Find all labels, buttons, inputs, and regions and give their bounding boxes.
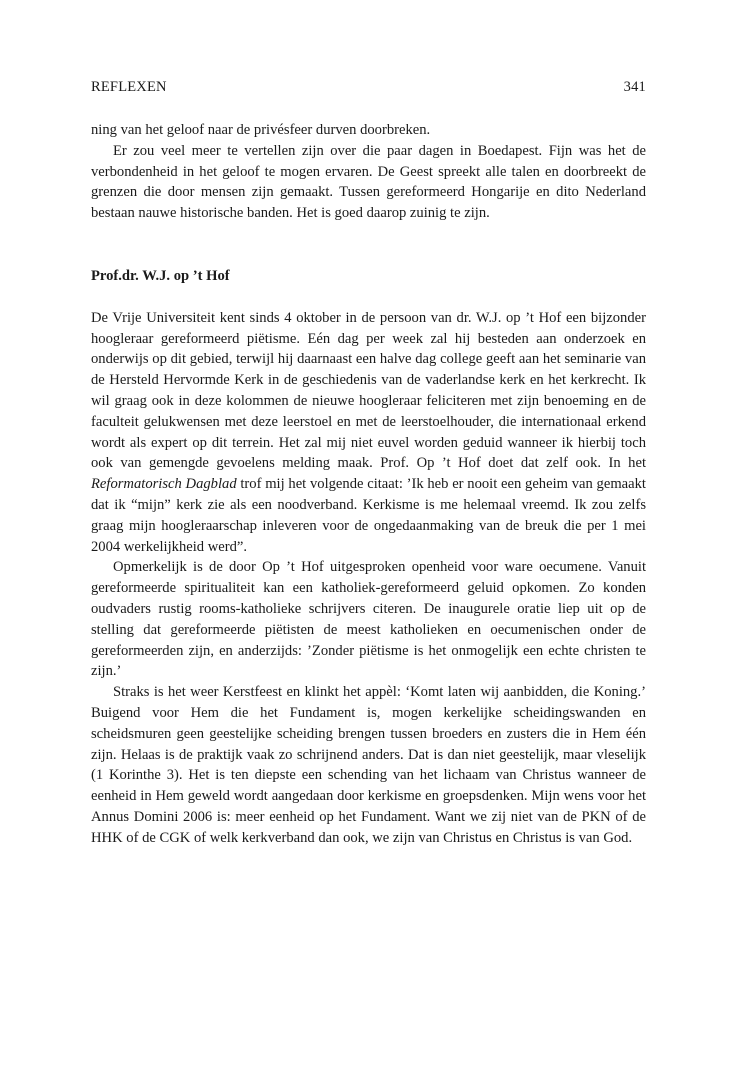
intro-paragraph-continued: ning van het geloof naar de privésfeer durven doorbreken. (91, 122, 431, 138)
section-body (91, 308, 646, 849)
running-title: REFLEXEN (91, 79, 167, 95)
page-number: 341 (623, 79, 646, 95)
section-paragraph-1 (91, 308, 646, 558)
section-paragraph-2: Opmerkelijk is de door Op ’t Hof uitgesproken openheid voor ware oecumene. Vanuit gereformeerde spiritualiteit kan een katholiek-gereformeerd geluid opkomen. Zo konden oudvaders rustig rooms-katholieke schrijvers citeren. De inaugurele oratie liep uit op de stelling dat gereformeerde piëtisten de meest katholieken en oecumenischen onder de gereformeerden zijn, en anderzijds: ’Zonder piëtisme is het onmogelijk een echte christen te zijn.’ (91, 559, 646, 680)
body-text (91, 120, 646, 849)
section-paragraph-1-part-a: De Vrije Universiteit kent sinds 4 oktober in de persoon van dr. W.J. op ’t Hof een bijzonder hoogleraar gereformeerd piëtisme. Eén dag per week zal hij besteden aan onderzoek en onderwijs op dit gebied, terwijl hij daarnaast een halve dag college geeft aan het seminarie van de Hersteld Hervormde Kerk in de geschiedenis van de vaderlandse kerk en het kerkrecht. Ik wil graag ook in deze kolommen de nieuwe hoogleraar feliciteren met zijn benoeming en de faculteit gelukwensen met deze leerstoel en met de leerstoelhouder, die internationaal erkend wordt als expert op dit terrein. Het zal mij niet euvel worden geduid wanneer ik hierbij toch ook van gemengde gevoelens melding maak. Prof. Op ’t Hof doet dat zelf ook. In het (91, 309, 646, 472)
section-paragraph-3: Straks is het weer Kerstfeest en klinkt het appèl: ‘Komt laten wij aanbidden, die Koning.’ Buigend voor Hem die het Fundament is, mogen kerkelijke scheidingswanden en scheidsmuren geen geestelijke scheiding brengen tussen broeders en zusters die in Hem één zijn. Helaas is de praktijk vaak zo schrijnend anders. Dat is dan niet geestelijk, maar vleselijk (1 Korinthe 3). Het is ten diepste een schending van het lichaam van Christus wanneer de eenheid in Hem geweld wordt aangedaan door kerkisme en groepsdenken. Mijn wens voor het Annus Domini 2006 is: meer eenheid op het Fundament. Want we zij niet van de PKN of de HHK of de CGK of welk kerkverband dan ook, we zijn van Christus en Christus is van God. (91, 684, 646, 846)
book-page (91, 0, 646, 1068)
section-heading: Prof.dr. W.J. op ’t Hof (91, 267, 230, 284)
newspaper-title: Reformatorisch Dagblad (91, 476, 237, 493)
intro-paragraph-2: Er zou veel meer te vertellen zijn over die paar dagen in Boedapest. Fijn was het de verbondenheid in het geloof te mogen ervaren. De Geest spreekt alle talen en doorbreekt de grenzen die door mensen zijn gemaakt. Tussen gereformeerd Hongarije en dito Nederland bestaan nauwe historische banden. Het is goed daarop zuinig te zijn. (91, 142, 646, 222)
section-paragraph-1-part-b: trof mij het volgende citaat: ’Ik heb er nooit een geheim van gemaakt dat ik “mijn” kerk zie als een noodverband. Kerkisme is me helemaal vreemd. Ik zou zelfs graag mijn hoogleraarschap inleveren voor de ongedaanmaking van de breuk die per 1 mei 2004 werkelijkheid werd”. (91, 476, 646, 555)
